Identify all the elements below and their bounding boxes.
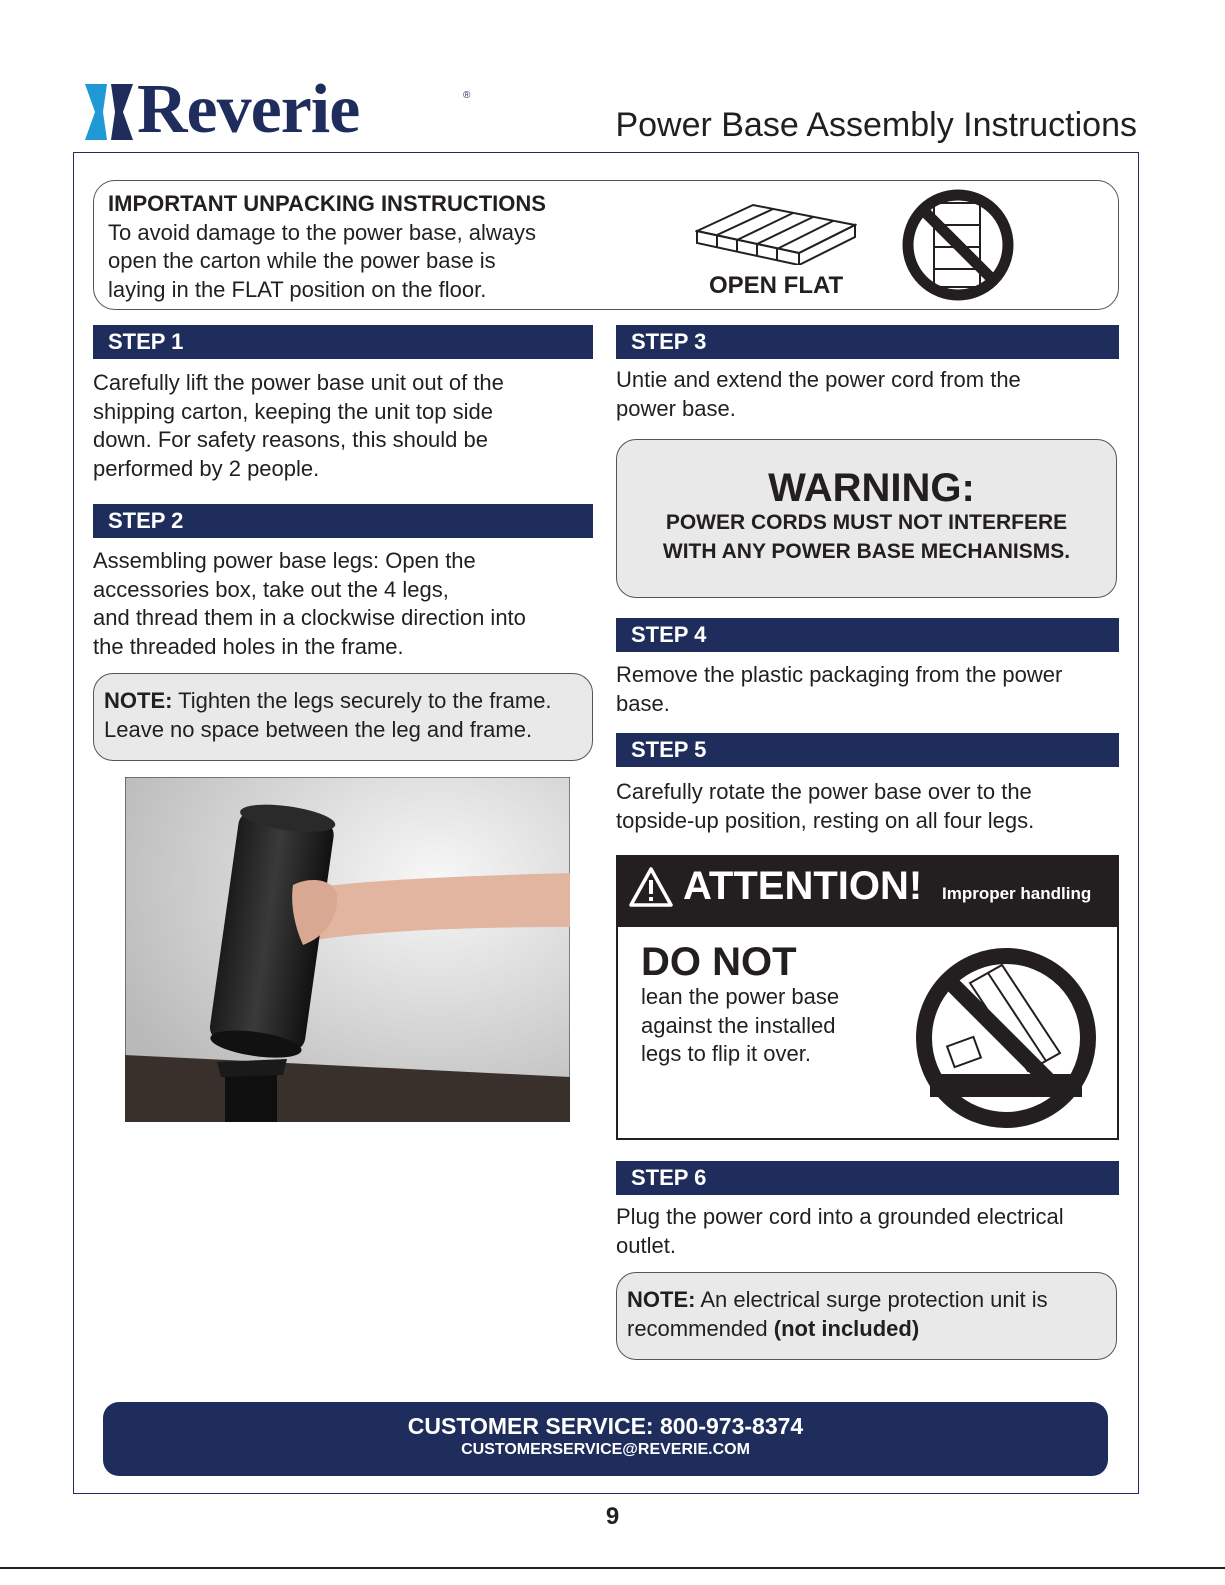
customer-service-email: CUSTOMERSERVICE@REVERIE.COM [461, 1441, 750, 1458]
attention-subtitle: Improper handling [942, 884, 1092, 903]
step-6-text [616, 1203, 1119, 1260]
note-emphasis: (not included) [773, 1315, 920, 1341]
bottom-rule [0, 1567, 1225, 1569]
customer-service-banner [103, 1402, 1108, 1476]
prohibited-upright-box-icon [900, 187, 1016, 303]
step-3-text [616, 366, 1119, 423]
step-4-header: STEP 4 [616, 618, 1119, 652]
do-not-line: legs to flip it over. [641, 1041, 811, 1066]
step-6-line: Plug the power cord into a grounded electrical [616, 1204, 1064, 1229]
warning-line: WITH ANY POWER BASE MECHANISMS. [662, 540, 1071, 563]
step-4-line: base. [616, 690, 670, 716]
customer-service-phone: CUSTOMER SERVICE: 800-973-8374 [407, 1413, 804, 1439]
warning-line: POWER CORDS MUST NOT INTERFERE [665, 511, 1068, 534]
step-1-text [93, 369, 593, 483]
step-3-line: Untie and extend the power cord from the [616, 367, 1021, 392]
open-flat-label: OPEN FLAT [709, 272, 844, 299]
brand-name: Reverie [137, 71, 360, 148]
prohibited-lean-icon [910, 943, 1102, 1133]
attention-title: ATTENTION! [683, 864, 923, 908]
step-1-line: shipping carton, keeping the unit top side [93, 398, 493, 424]
step-2-line: accessories box, take out the 4 legs, [93, 576, 449, 602]
registered-mark: ® [463, 90, 471, 101]
do-not-line: lean the power base [641, 984, 840, 1009]
note-text: Leave no space between the leg and frame. [104, 716, 533, 742]
step-2-line: and thread them in a clockwise direction into [93, 605, 526, 630]
step-2-line: the threaded holes in the frame. [93, 633, 404, 659]
step-5-text [616, 778, 1119, 835]
note-text: Tighten the legs securely to the frame. [172, 688, 552, 713]
step-4-line: Remove the plastic packaging from the power [616, 662, 1063, 687]
step-1-line: down. For safety reasons, this should be [93, 427, 488, 452]
step-6-header: STEP 6 [616, 1161, 1119, 1195]
unpacking-heading: IMPORTANT UNPACKING INSTRUCTIONS [108, 191, 546, 216]
do-not-line: against the installed [641, 1012, 836, 1038]
step-2-header: STEP 2 [93, 504, 593, 538]
flat-box-icon [695, 203, 857, 265]
do-not-title: DO NOT [641, 940, 797, 984]
note-text: recommended [627, 1315, 774, 1341]
warning-triangle-icon [628, 866, 674, 908]
step-1-line: Carefully lift the power base unit out of the [93, 370, 504, 395]
step-1-header: STEP 1 [93, 325, 593, 359]
step-5-line: topside-up position, resting on all four legs. [616, 807, 1035, 833]
reverie-logo-icon [85, 82, 137, 142]
step-3-line: power base. [616, 395, 736, 421]
warning-text [616, 508, 1117, 566]
step-2-line: Assembling power base legs: Open the [93, 548, 476, 573]
note-text: An electrical surge protection unit is [695, 1287, 1048, 1312]
step-6-line: outlet. [616, 1232, 676, 1258]
note-label: NOTE: [104, 688, 173, 713]
leg-installation-photo [125, 777, 570, 1122]
unpacking-line: To avoid damage to the power base, always [108, 219, 537, 245]
step-2-text [93, 547, 593, 661]
unpacking-text [108, 190, 628, 304]
document-title: Power Base Assembly Instructions [615, 106, 1137, 144]
brand-logo [85, 71, 485, 148]
unpacking-line: open the carton while the power base is [108, 248, 496, 273]
step-5-header: STEP 5 [616, 733, 1119, 767]
note-label: NOTE: [627, 1287, 696, 1312]
unpacking-line: laying in the FLAT position on the floor. [108, 276, 487, 302]
do-not-text [641, 983, 901, 1069]
step-3-header: STEP 3 [616, 325, 1119, 359]
step-6-note [627, 1286, 1113, 1343]
step-4-text [616, 661, 1119, 718]
step-2-note [104, 687, 594, 744]
step-5-line: Carefully rotate the power base over to the [616, 779, 1032, 804]
step-1-line: performed by 2 people. [93, 455, 320, 481]
page-number: 9 [605, 1503, 620, 1530]
warning-title: WARNING: [768, 466, 975, 510]
